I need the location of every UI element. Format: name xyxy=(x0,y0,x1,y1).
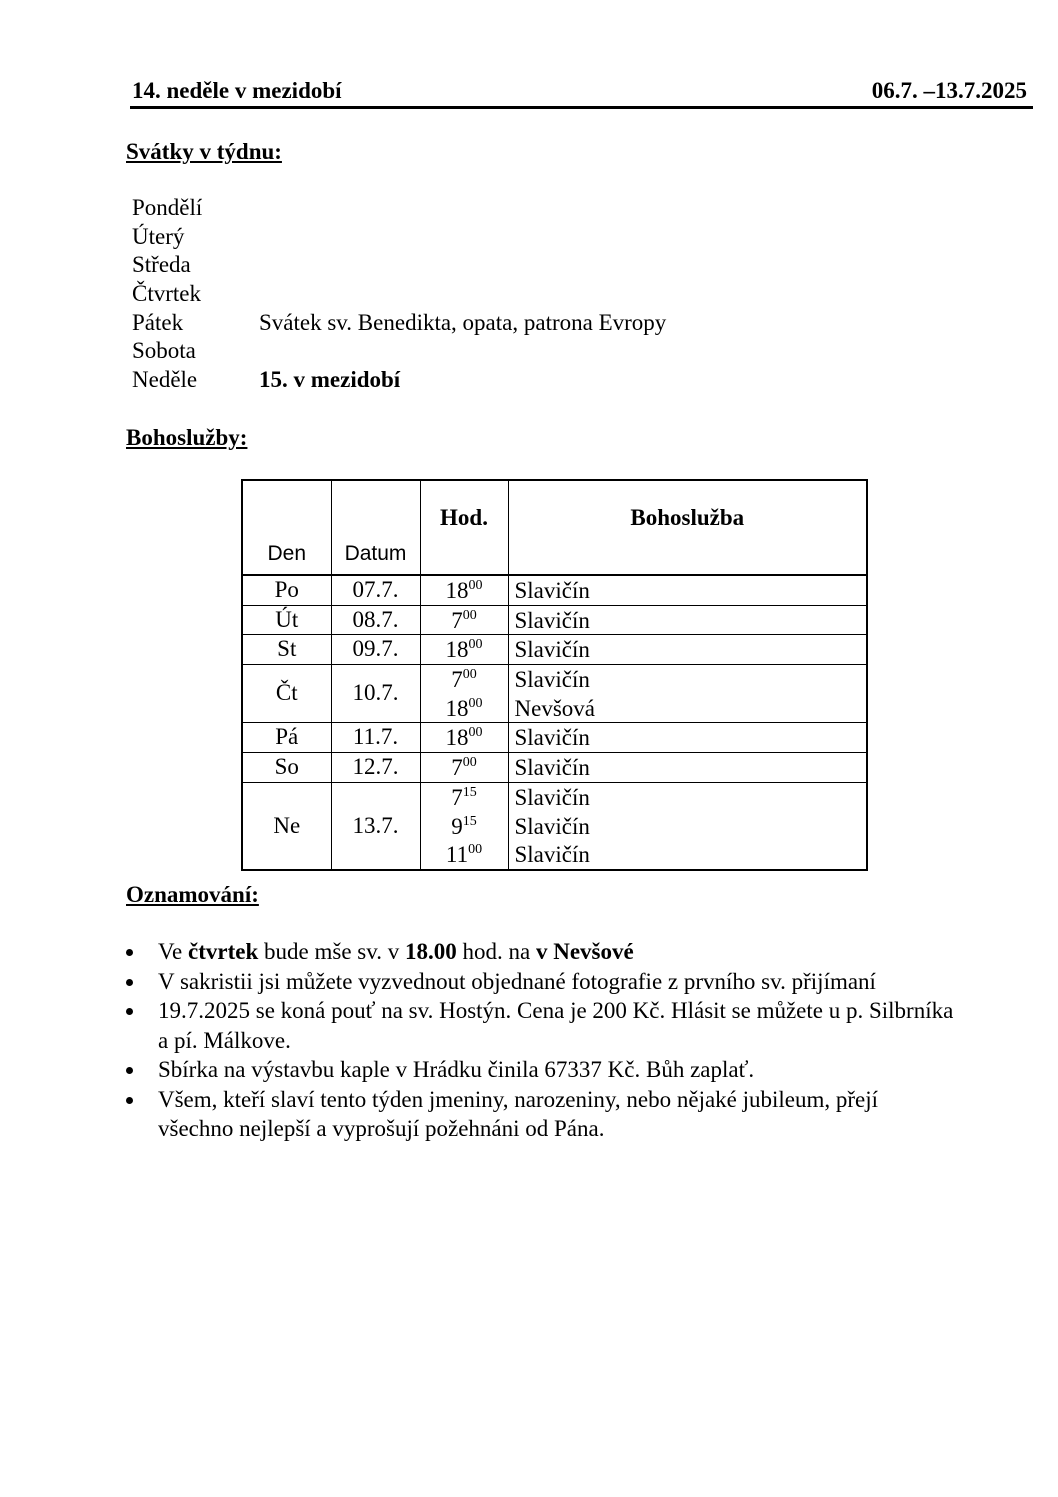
announcement-text: Ve xyxy=(158,939,189,964)
service-places xyxy=(508,723,867,753)
service-date: 12.7. xyxy=(331,753,420,783)
service-time xyxy=(421,812,508,841)
service-place: Nevšová xyxy=(514,695,595,721)
page-header xyxy=(130,78,1033,109)
announcement-text: 19.7.2025 se koná pouť na sv. Hostýn. Cena je 200 Kč. Hlásit se můžete u p. Silbrníka a pí. Málkove. xyxy=(158,998,954,1053)
service-places xyxy=(508,605,867,635)
service-time xyxy=(421,694,508,723)
list-item xyxy=(126,967,956,997)
service-time xyxy=(421,753,508,782)
column-header-day: Den xyxy=(242,480,331,575)
column-header-time: Hod. xyxy=(420,480,508,575)
service-places xyxy=(508,665,867,723)
table-row xyxy=(242,753,867,783)
feast-day: Sobota xyxy=(132,338,196,364)
time-hour: 7 xyxy=(451,755,463,781)
feast-day: Pátek xyxy=(132,309,184,335)
time-hour: 18 xyxy=(445,695,469,721)
announcement-text: V sakristii jsi můžete vyzvednout objednané fotografie z prvního sv. přijímaní xyxy=(158,968,876,994)
service-time xyxy=(421,840,508,869)
bullet-icon xyxy=(126,1067,133,1074)
announcement-text: v Nevšové xyxy=(535,939,634,964)
announcement-text: bude mše sv. v xyxy=(258,939,405,964)
bullet-icon xyxy=(126,949,133,956)
service-times xyxy=(420,665,508,723)
time-minutes: 00 xyxy=(462,607,477,623)
time-minutes: 00 xyxy=(462,755,477,771)
service-place: Slavičín xyxy=(514,637,590,663)
service-day: Pá xyxy=(242,723,331,753)
announcement-text: 18.00 xyxy=(405,939,457,964)
time-hour: 18 xyxy=(445,725,469,751)
service-places xyxy=(508,635,867,665)
table-row xyxy=(242,665,867,723)
service-day: Čt xyxy=(242,665,331,723)
time-minutes: 00 xyxy=(468,578,483,593)
service-day: So xyxy=(242,753,331,783)
service-place: Slavičín xyxy=(514,607,590,633)
service-places xyxy=(508,575,867,605)
feast-day: Úterý xyxy=(132,223,185,249)
service-places xyxy=(508,753,867,783)
service-day: Ne xyxy=(242,782,331,870)
time-hour: 9 xyxy=(451,813,463,839)
service-times xyxy=(420,635,508,665)
time-minutes: 15 xyxy=(462,784,477,800)
service-time xyxy=(421,606,508,635)
services-table xyxy=(241,479,868,871)
announcement-text: Sbírka na výstavbu kaple v Hrádku činila 67337 Kč. Bůh zaplať. xyxy=(158,1057,755,1082)
table-row xyxy=(242,723,867,753)
bullet-icon xyxy=(126,1097,133,1104)
service-times xyxy=(420,753,508,783)
service-time xyxy=(421,783,508,812)
feast-day: Středa xyxy=(132,252,191,278)
service-place: Slavičín xyxy=(514,578,590,603)
service-times xyxy=(420,575,508,605)
time-minutes: 15 xyxy=(462,813,477,829)
service-times xyxy=(420,723,508,753)
list-item xyxy=(126,1085,956,1144)
service-times xyxy=(420,605,508,635)
column-header-service: Bohoslužba xyxy=(508,480,867,575)
announcement-text: hod. na xyxy=(456,939,536,964)
column-header-date: Datum xyxy=(331,480,420,575)
service-date: 11.7. xyxy=(331,723,420,753)
announcement-text: Všem, kteří slaví tento týden jmeniny, narozeniny, nebo nějaké jubileum, přejí všechno nejlepší a vyprošují požehnáni od Pána. xyxy=(158,1086,879,1141)
service-date: 09.7. xyxy=(331,635,420,665)
service-time xyxy=(421,576,508,605)
service-place: Slavičín xyxy=(514,755,590,781)
list-item xyxy=(126,996,956,1055)
bullet-icon xyxy=(126,979,133,986)
service-place: Slavičín xyxy=(514,842,590,868)
services-heading: Bohoslužby: xyxy=(126,425,248,450)
table-row xyxy=(242,605,867,635)
service-day: Út xyxy=(242,605,331,635)
table-row xyxy=(242,635,867,665)
feast-day: Neděle xyxy=(132,367,198,393)
list-item xyxy=(126,937,956,967)
service-time xyxy=(421,635,508,664)
service-times xyxy=(420,782,508,870)
announcements-heading: Oznamování: xyxy=(126,882,259,907)
time-minutes: 00 xyxy=(468,695,483,711)
service-time xyxy=(421,723,508,752)
service-date: 10.7. xyxy=(331,665,420,723)
time-hour: 7 xyxy=(451,607,463,633)
time-hour: 7 xyxy=(451,784,463,810)
table-row xyxy=(242,575,867,605)
time-minutes: 00 xyxy=(468,725,483,741)
feast-day: Čtvrtek xyxy=(132,281,201,307)
service-time xyxy=(421,665,508,694)
service-date: 07.7. xyxy=(331,575,420,605)
service-place: Slavičín xyxy=(514,667,590,693)
feast-day: Pondělí xyxy=(132,195,203,220)
time-hour: 7 xyxy=(451,667,463,693)
time-minutes: 00 xyxy=(468,842,483,858)
table-row xyxy=(242,782,867,870)
week-dates: 06.7. –13.7.2025 xyxy=(871,78,1027,103)
announcements-list xyxy=(126,937,956,1144)
feast-name: Svátek sv. Benedikta, opata, patrona Evropy xyxy=(259,309,667,335)
feast-name: 15. v mezidobí xyxy=(259,367,401,393)
feasts-heading: Svátky v týdnu: xyxy=(126,139,282,164)
time-minutes: 00 xyxy=(468,637,483,653)
service-place: Slavičín xyxy=(514,813,590,839)
service-day: Po xyxy=(242,575,331,605)
list-item xyxy=(126,1055,956,1085)
announcement-text: čtvrtek xyxy=(188,939,259,964)
service-date: 08.7. xyxy=(331,605,420,635)
service-day: St xyxy=(242,635,331,665)
bullet-icon xyxy=(126,1008,133,1015)
time-minutes: 00 xyxy=(462,667,477,683)
service-places xyxy=(508,782,867,870)
service-place: Slavičín xyxy=(514,725,590,751)
time-hour: 11 xyxy=(445,842,469,868)
time-hour: 18 xyxy=(445,637,469,663)
service-place: Slavičín xyxy=(514,784,590,810)
service-date: 13.7. xyxy=(331,782,420,870)
time-hour: 18 xyxy=(445,578,469,603)
table-header-row xyxy=(242,480,867,575)
week-title: 14. neděle v mezidobí xyxy=(132,78,342,103)
